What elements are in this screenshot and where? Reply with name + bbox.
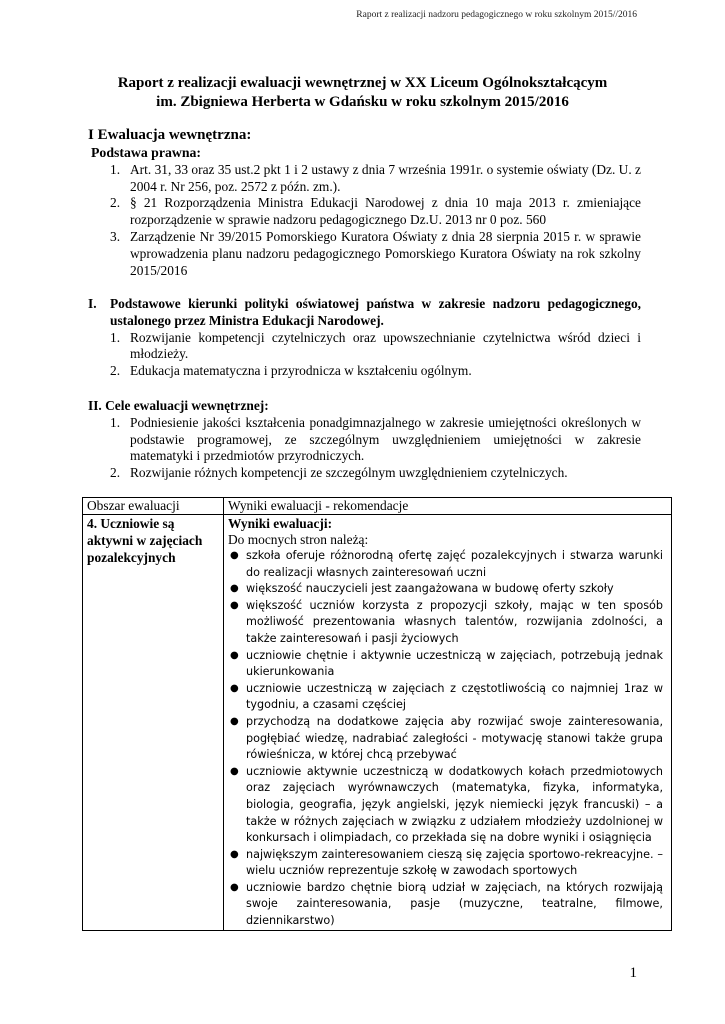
- list-item: ● większość nauczycieli jest zaangażowana w budowę oferty szkoły: [228, 581, 667, 598]
- evaluation-table: [82, 497, 672, 931]
- section-policy-directions: [88, 296, 641, 380]
- bullet-icon: ●: [230, 715, 239, 727]
- page-number: 1: [629, 965, 637, 981]
- column-header-results: Wyniki ewaluacji - rekomendacje: [224, 498, 672, 515]
- list-item: 2. § 21 Rozporządzenia Ministra Edukacji Narodowej z dnia 10 maja 2013 r. zmieniające rozporządzenie w sprawie nadzoru pedagogicznego Dz.U. 2013 nr 0 poz. 560: [110, 195, 641, 228]
- policy-list: [88, 330, 641, 380]
- list-item: 1. Podniesienie jakości kształcenia ponadgimnazjalnego w zakresie umiejętności określonych w podstawie programowej, ze szczególnym uwzględnieniem umiejętności w zakresie matematyki i przedmiotów przyrodniczych.: [110, 414, 641, 464]
- bullet-icon: ●: [230, 649, 239, 661]
- list-item: ● większość uczniów korzysta z propozycji szkoły, mając w ten sposób możliwość prezentowania własnych talentów, rozwijania zdolności, a także zainteresowań i pasji życiowych: [230, 598, 663, 645]
- section-heading: II. Cele ewaluacji wewnętrznej:: [88, 398, 269, 413]
- list-item: ● uczniowie aktywnie uczestniczą w dodatkowych kołach przedmiotowych oraz zajęciach wyrównawczych (matematyka, fizyka, informatyka, biologia, geografia, język angielski, język niemiecki język francuski) – a także w różnych zajęciach w związku z udziałem młodzieży uzdolnionej w konkursach i olimpiadach, co przekłada się na dobre wyniki i osiągnięcia: [230, 764, 663, 845]
- list-item: 2. Rozwijanie różnych kompetencji ze szczególnym uwzględnieniem czytelniczych.: [110, 465, 568, 481]
- bullet-icon: ●: [230, 881, 239, 893]
- section-evaluation-goals: [88, 398, 641, 482]
- list-item: 1. Rozwijanie kompetencji czytelniczych oraz upowszechnianie czytelnictwa wśród dzieci i młodzieży.: [110, 329, 641, 362]
- column-header-area: Obszar ewaluacji: [83, 498, 224, 515]
- list-item: ● uczniowie uczestniczą w zajęciach z częstotliwością co najmniej 1raz w tygodniu, a czasami częściej: [230, 681, 663, 712]
- goals-list: [88, 415, 641, 482]
- list-item: ● uczniowie chętnie i aktywnie uczestniczą w zajęciach, potrzebują jednak ukierunkowania: [230, 648, 663, 679]
- strengths-label: Do mocnych stron należą:: [228, 532, 369, 547]
- bullet-icon: ●: [230, 848, 239, 860]
- document-title: [60, 74, 665, 112]
- section-heading: I. Podstawowe kierunki polityki oświatowej państwa w zakresie nadzoru pedagogicznego, ustalonego przez Ministra Edukacji Narodowej.: [88, 296, 641, 328]
- list-item: 3. Zarządzenie Nr 39/2015 Pomorskiego Kuratora Oświaty z dnia 28 sierpnia 2015 r. w sprawie wprowadzenia planu nadzoru pedagogicznego Pomorskiego Kuratora Oświaty na rok szkolny 2015/2016: [110, 228, 641, 278]
- bullet-icon: ●: [230, 599, 239, 611]
- bullet-icon: ●: [230, 583, 239, 595]
- section-legal-basis: [88, 126, 641, 279]
- strengths-list: [228, 548, 667, 930]
- list-item: ● szkoła oferuje różnorodną ofertę zajęć pozalekcyjnych i stwarza warunki do realizacji własnych zainteresowań uczni: [230, 549, 663, 579]
- list-item: ● największym zainteresowaniem cieszą się zajęcia sportowo-rekreacyjne. – wielu uczniów reprezentuje szkołę w zawodach sportowych: [230, 847, 663, 878]
- bullet-icon: ●: [230, 682, 239, 694]
- title-line-2: im. Zbigniewa Herberta w Gdańsku w roku szkolnym 2015/2016: [156, 94, 569, 110]
- evaluation-area: 4. Uczniowie są aktywni w zajęciach pozalekcyjnych: [87, 516, 203, 565]
- bullet-icon: ●: [230, 550, 239, 561]
- list-item: 2. Edukacja matematyczna i przyrodnicza w kształceniu ogólnym.: [110, 363, 472, 379]
- section-heading: I Ewaluacja wewnętrzna:: [88, 127, 252, 143]
- list-item: 1. Art. 31, 33 oraz 35 ust.2 pkt 1 i 2 ustawy z dnia 7 września 1991r. o systemie oświaty (Dz. U. z 2004 r. Nr 256, poz. 2572 z późn. zm.).: [110, 161, 641, 194]
- title-line-1: Raport z realizacji ewaluacji wewnętrznej w XX Liceum Ogólnokształcącym: [117, 75, 608, 91]
- list-item: ● uczniowie bardzo chętnie biorą udział w zajęciach, na których rozwijają swoje zainteresowania, pasje (muzyczne, teatralne, filmowe, dziennikarstwo): [230, 880, 663, 928]
- legal-basis-label: Podstawa prawna:: [91, 145, 201, 160]
- results-cell: [224, 515, 672, 931]
- evaluation-area-cell: [83, 515, 224, 931]
- results-heading: Wyniki ewaluacji:: [228, 516, 333, 531]
- bullet-icon: ●: [230, 765, 239, 777]
- table-row: [83, 515, 672, 931]
- table-header-row: [83, 498, 672, 515]
- running-header: Raport z realizacji nadzoru pedagogicznego w roku szkolnym 2015//2016: [356, 10, 637, 20]
- legal-basis-list: [88, 162, 641, 280]
- list-item: ● przychodzą na dodatkowe zajęcia aby rozwijać swoje zainteresowania, pogłębiać wiedzę, nadrabiać zaległości - motywację stanowi także grupa rówieśnicza, w której chcą przebywać: [230, 714, 663, 762]
